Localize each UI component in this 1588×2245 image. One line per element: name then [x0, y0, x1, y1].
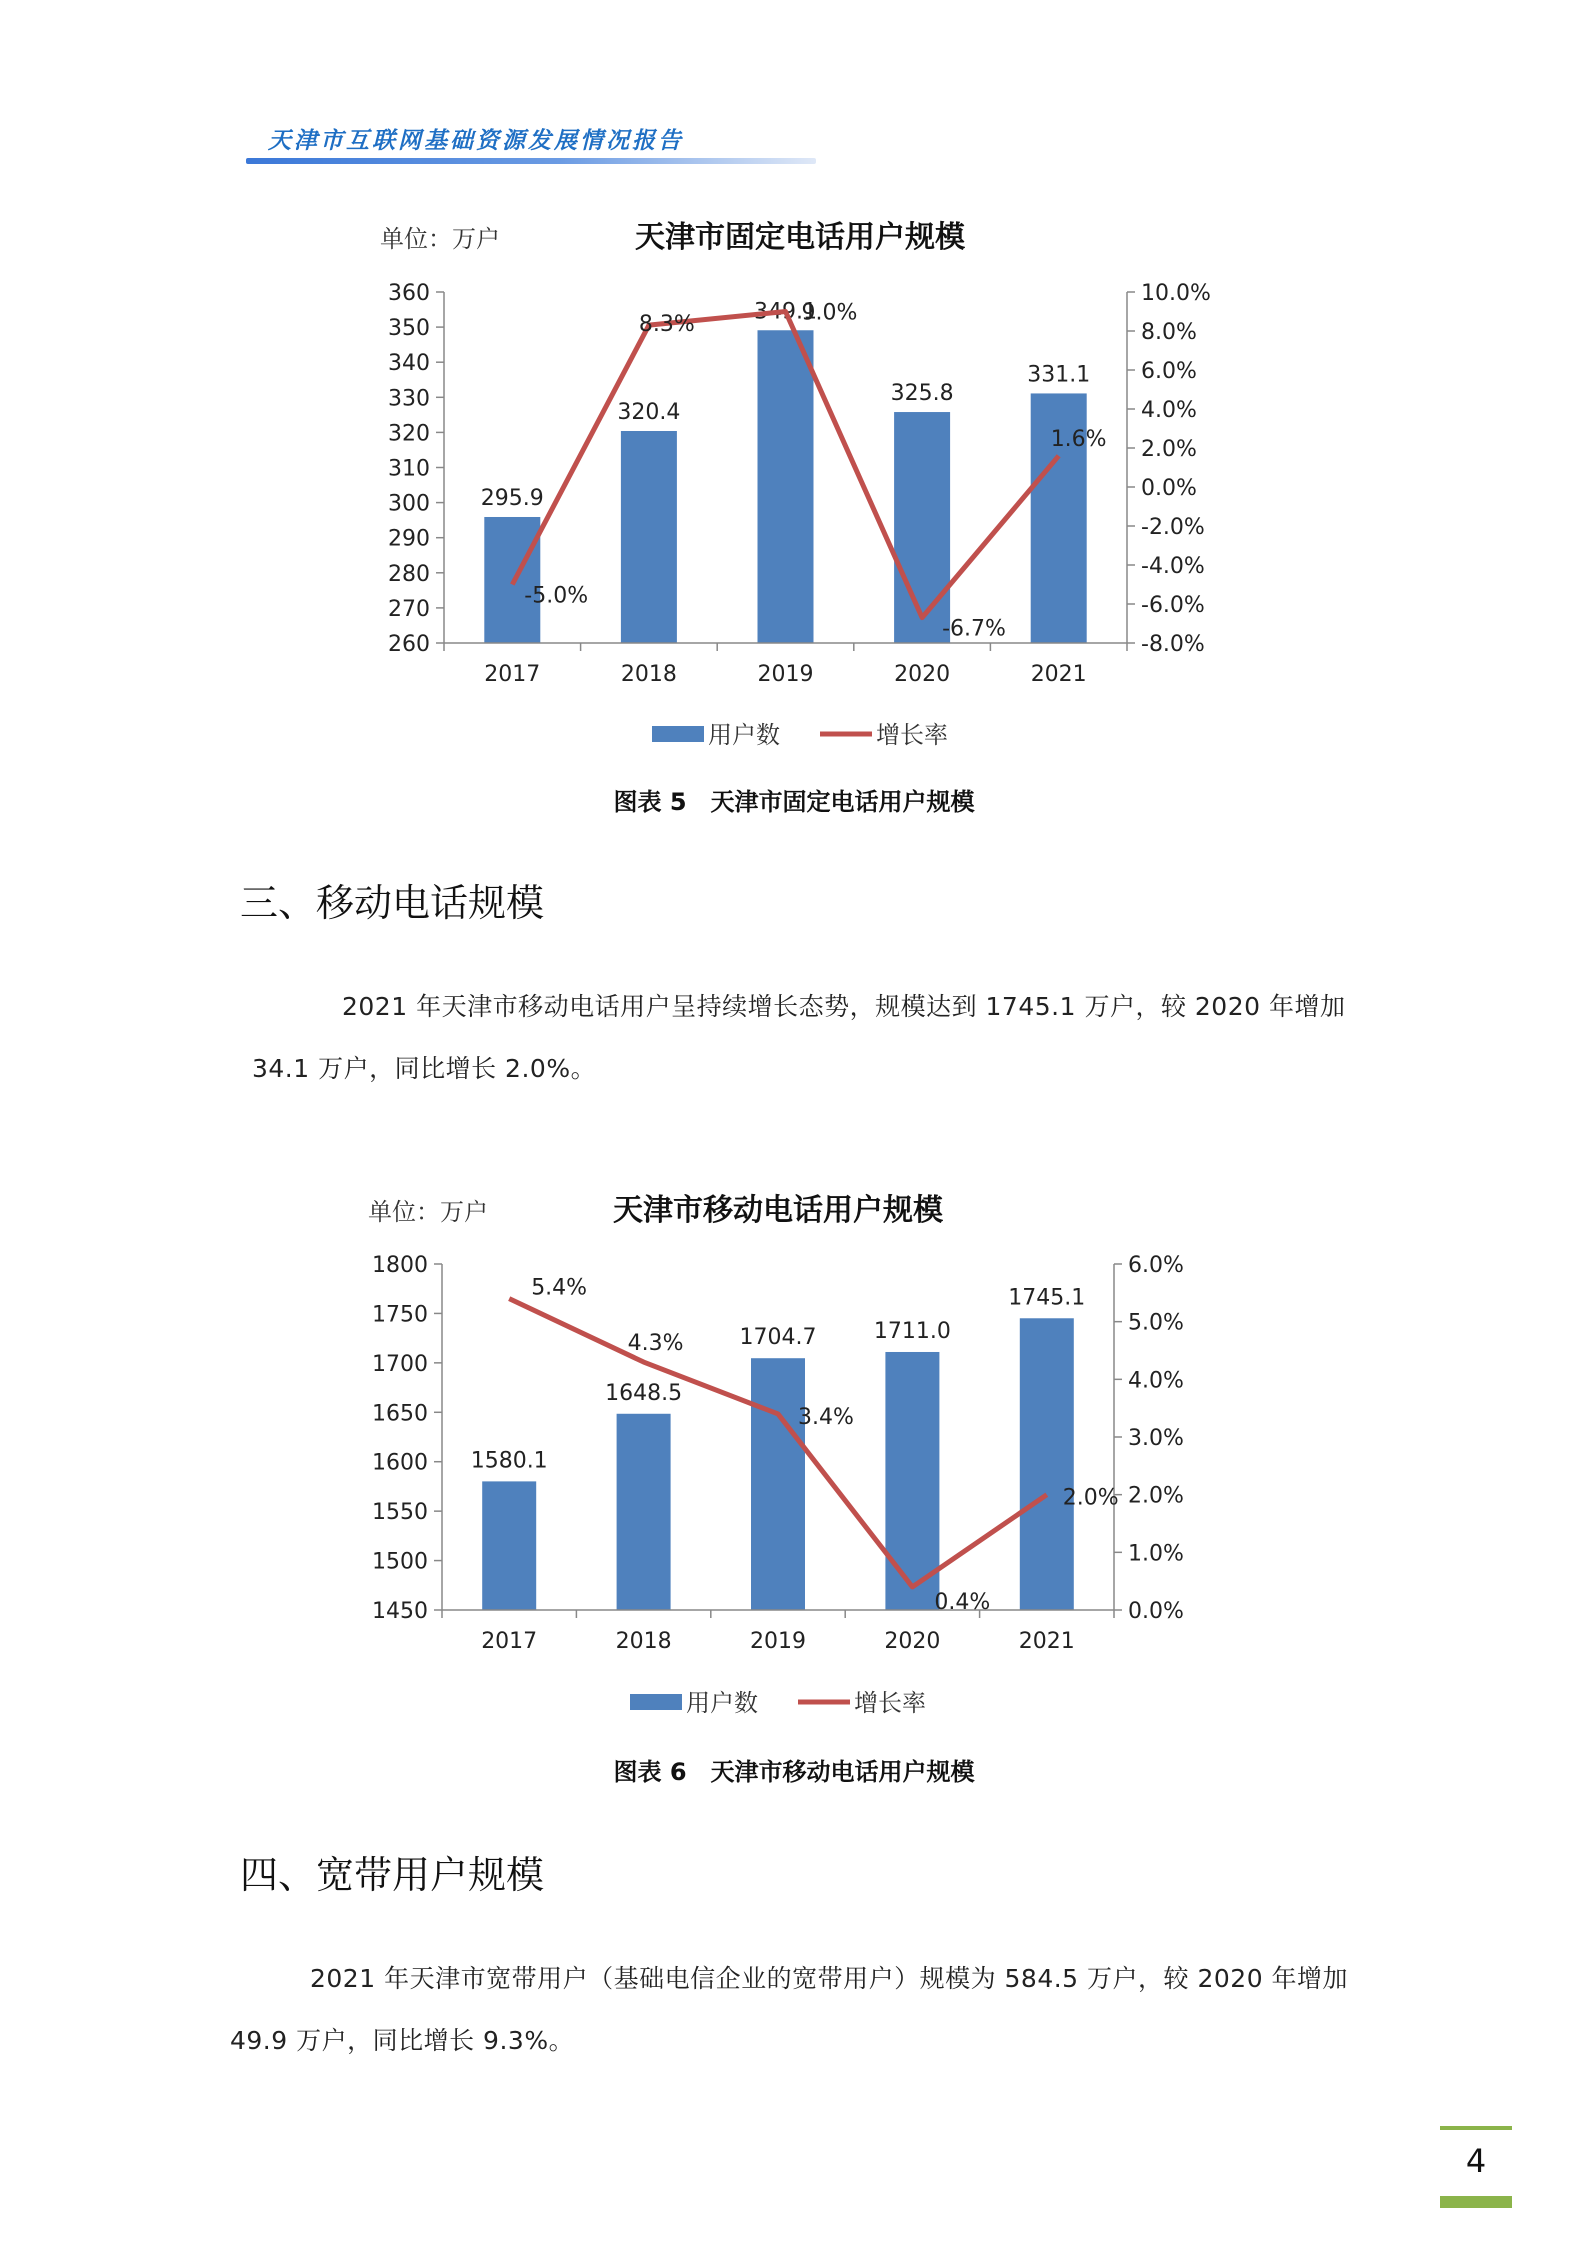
line-value-label: 5.4%	[531, 1275, 588, 1301]
legend-line-label: 增长率	[854, 1689, 926, 1717]
line-value-label: 4.3%	[627, 1331, 684, 1357]
line-value-label: 3.4%	[798, 1404, 854, 1430]
right-axis-tick-label: 2.0%	[1141, 437, 1197, 462]
x-axis-tick-label: 2019	[757, 662, 814, 687]
bar	[751, 1358, 805, 1610]
line-value-label: 1.6%	[1050, 426, 1107, 452]
chart-title: 天津市移动电话用户规模	[613, 1193, 943, 1228]
x-axis-tick-label: 2018	[620, 662, 677, 687]
left-axis-tick-label: 1650	[372, 1401, 428, 1427]
left-axis-tick-label: 350	[388, 316, 430, 342]
right-axis-tick-label: 5.0%	[1128, 1310, 1184, 1336]
left-axis-tick-label: 1550	[372, 1500, 428, 1526]
bar-value-label: 1704.7	[739, 1325, 817, 1351]
right-axis-tick-label: 0.0%	[1128, 1599, 1184, 1624]
legend-bar-swatch	[630, 1694, 682, 1710]
x-axis-tick-label: 2019	[750, 1629, 806, 1654]
x-axis-tick-label: 2020	[894, 662, 951, 687]
section-heading-broadband: 四、宽带用户规模	[240, 1853, 545, 1897]
unit-label: 单位：万户	[368, 1198, 488, 1226]
bar-value-label: 331.1	[1027, 362, 1091, 388]
x-axis-tick-label: 2020	[884, 1629, 941, 1654]
right-axis-tick-label: -4.0%	[1141, 554, 1205, 579]
bar-value-label: 1711.0	[873, 1318, 951, 1344]
line-value-label: -5.0%	[524, 583, 589, 609]
right-axis-tick-label: 10.0%	[1141, 281, 1211, 306]
figure-caption-5: 图表 5 天津市固定电话用户规模	[613, 788, 975, 816]
right-axis-tick-label: -8.0%	[1141, 632, 1205, 657]
x-axis-tick-label: 2017	[481, 1629, 538, 1654]
left-axis-tick-label: 310	[388, 456, 430, 482]
left-axis-tick-label: 270	[388, 596, 430, 622]
bar-value-label: 349.1	[754, 299, 817, 325]
left-axis-tick-label: 1450	[372, 1599, 428, 1624]
chart-title: 天津市固定电话用户规模	[635, 220, 965, 255]
left-axis-tick-label: 330	[388, 386, 430, 412]
right-axis-tick-label: -2.0%	[1141, 515, 1205, 540]
left-axis-tick-label: 290	[388, 526, 430, 552]
left-axis-tick-label: 1750	[372, 1302, 428, 1328]
bar-value-label: 1580.1	[470, 1448, 548, 1474]
bar	[482, 1481, 536, 1610]
report-header-title: 天津市互联网基础资源发展情况报告	[268, 127, 684, 154]
line-value-label: -6.7%	[942, 616, 1006, 642]
bar-value-label: 1745.1	[1008, 1285, 1086, 1311]
line-value-label: 2.0%	[1062, 1485, 1119, 1511]
bar-value-label: 325.8	[890, 381, 954, 407]
line-value-label: 0.4%	[934, 1589, 991, 1615]
line-value-label: 9.0%	[801, 300, 858, 326]
bar-value-label: 1648.5	[605, 1380, 683, 1406]
page-number-bottom-bar	[1440, 2196, 1512, 2208]
legend-bar-label: 用户数	[686, 1689, 758, 1717]
left-axis-tick-label: 1700	[372, 1351, 428, 1377]
right-axis-tick-label: 6.0%	[1141, 359, 1197, 384]
bar	[1020, 1318, 1074, 1610]
x-axis-tick-label: 2021	[1030, 662, 1087, 687]
unit-label: 单位：万户	[380, 225, 500, 253]
right-axis-tick-label: 1.0%	[1128, 1541, 1184, 1567]
right-axis-tick-label: 4.0%	[1128, 1368, 1184, 1394]
bar-value-label: 295.9	[480, 485, 544, 511]
left-axis-tick-label: 360	[388, 281, 430, 306]
section-paragraph-mobile: 2021 年天津市移动电话用户呈持续增长态势，规模达到 1745.1 万户，较 2020 年增加 34.1 万户，同比增长 2.0%。	[252, 992, 1346, 1083]
right-axis-tick-label: 3.0%	[1128, 1426, 1184, 1451]
x-axis-tick-label: 2017	[484, 662, 541, 687]
left-axis-tick-label: 300	[388, 491, 430, 517]
figure-caption-6: 图表 6 天津市移动电话用户规模	[613, 1758, 975, 1786]
legend-bar-label: 用户数	[708, 721, 780, 749]
right-axis-tick-label: -6.0%	[1141, 593, 1205, 618]
left-axis-tick-label: 320	[388, 421, 430, 447]
x-axis-tick-label: 2018	[615, 1629, 672, 1654]
right-axis-tick-label: 4.0%	[1141, 398, 1197, 423]
page-number: 4	[1465, 2142, 1487, 2180]
bar-value-label: 320.4	[617, 399, 681, 425]
right-axis-tick-label: 2.0%	[1128, 1483, 1184, 1509]
bar	[617, 1414, 671, 1610]
left-axis-tick-label: 280	[388, 561, 430, 587]
line-value-label: 8.3%	[638, 312, 695, 338]
legend-line-label: 增长率	[876, 721, 948, 749]
right-axis-tick-label: 8.0%	[1141, 320, 1197, 345]
left-axis-tick-label: 340	[388, 351, 430, 377]
right-axis-tick-label: 0.0%	[1141, 476, 1197, 501]
left-axis-tick-label: 1500	[372, 1549, 428, 1575]
left-axis-tick-label: 1600	[372, 1450, 428, 1476]
right-axis-tick-label: 6.0%	[1128, 1253, 1184, 1278]
left-axis-tick-label: 260	[388, 632, 430, 657]
x-axis-tick-label: 2021	[1018, 1629, 1075, 1654]
section-heading-mobile: 三、移动电话规模	[240, 881, 545, 925]
left-axis-tick-label: 1800	[372, 1253, 428, 1278]
section-paragraph-broadband: 2021 年天津市宽带用户（基础电信企业的宽带用户）规模为 584.5 万户，较 2020 年增加 49.9 万户，同比增长 9.3%。	[230, 1964, 1349, 2055]
